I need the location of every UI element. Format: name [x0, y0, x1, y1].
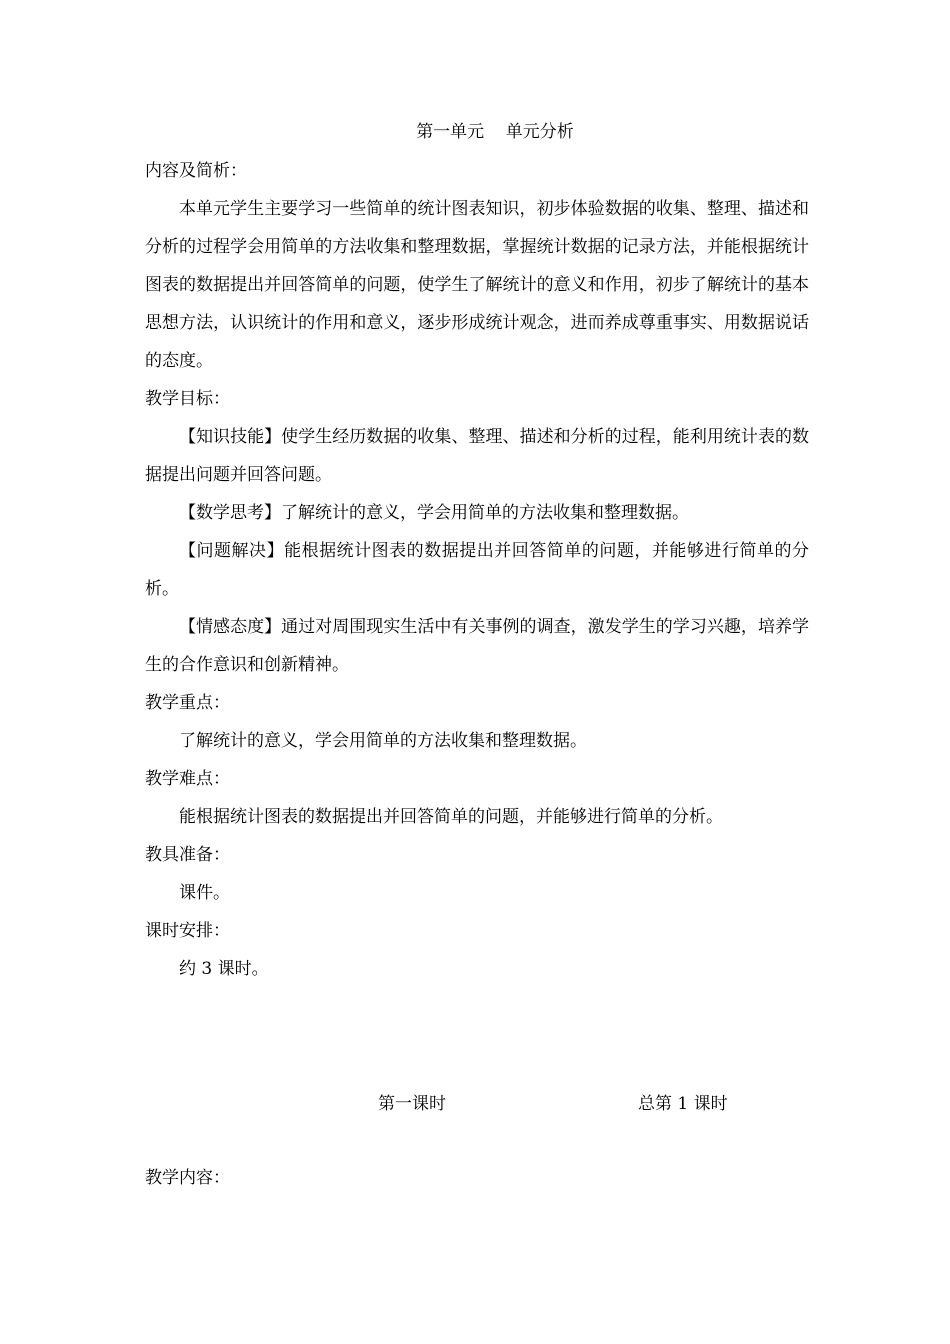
materials-text: 课件。 — [179, 883, 230, 903]
content-heading: 内容及简析： — [145, 161, 247, 181]
difficulties-text: 能根据统计图表的数据提出并回答简单的问题，并能够进行简单的分析。 — [179, 807, 723, 827]
goal-item-problem-solving: 【问题解决】能根据统计图表的数据提出并回答简单的问题，并能够进行简单的分析。 — [145, 541, 809, 599]
lesson-total: 总第 1 课时 — [638, 1094, 728, 1114]
materials-heading: 教具准备： — [145, 845, 230, 865]
goal-item-knowledge: 【知识技能】使学生经历数据的收集、整理、描述和分析的过程，能利用统计表的数据提出问题并回答问题。 — [145, 427, 809, 485]
document-body — [145, 152, 809, 988]
content-paragraph: 本单元学生主要学习一些简单的统计图表知识，初步体验数据的收集、整理、描述和分析的过程学会用简单的方法收集和整理数据，掌握统计数据的记录方法，并能根据统计图表的数据提出并回答简单的问题，使学生了解统计的意义和作用，初步了解统计的基本思想方法，认识统计的作用和意义，逐步形成统计观念，进而养成尊重事实、用数据说话的态度。 — [145, 199, 809, 371]
goals-heading: 教学目标： — [145, 389, 230, 409]
lesson-name: 第一课时 — [378, 1094, 446, 1114]
difficulties-heading: 教学难点： — [145, 769, 230, 789]
goal-item-thinking: 【数学思考】了解统计的意义，学会用简单的方法收集和整理数据。 — [179, 503, 689, 523]
key-points-text: 了解统计的意义，学会用简单的方法收集和整理数据。 — [179, 731, 587, 751]
lesson-content-heading: 教学内容： — [145, 1168, 230, 1188]
schedule-heading: 课时安排： — [145, 921, 230, 941]
page-title: 第一单元 单元分析 — [416, 122, 574, 142]
key-points-heading: 教学重点： — [145, 693, 230, 713]
schedule-text: 约 3 课时。 — [179, 959, 269, 979]
goal-item-attitude: 【情感态度】通过对周围现实生活中有关事例的调查，激发学生的学习兴趣，培养学生的合作意识和创新精神。 — [145, 617, 809, 675]
